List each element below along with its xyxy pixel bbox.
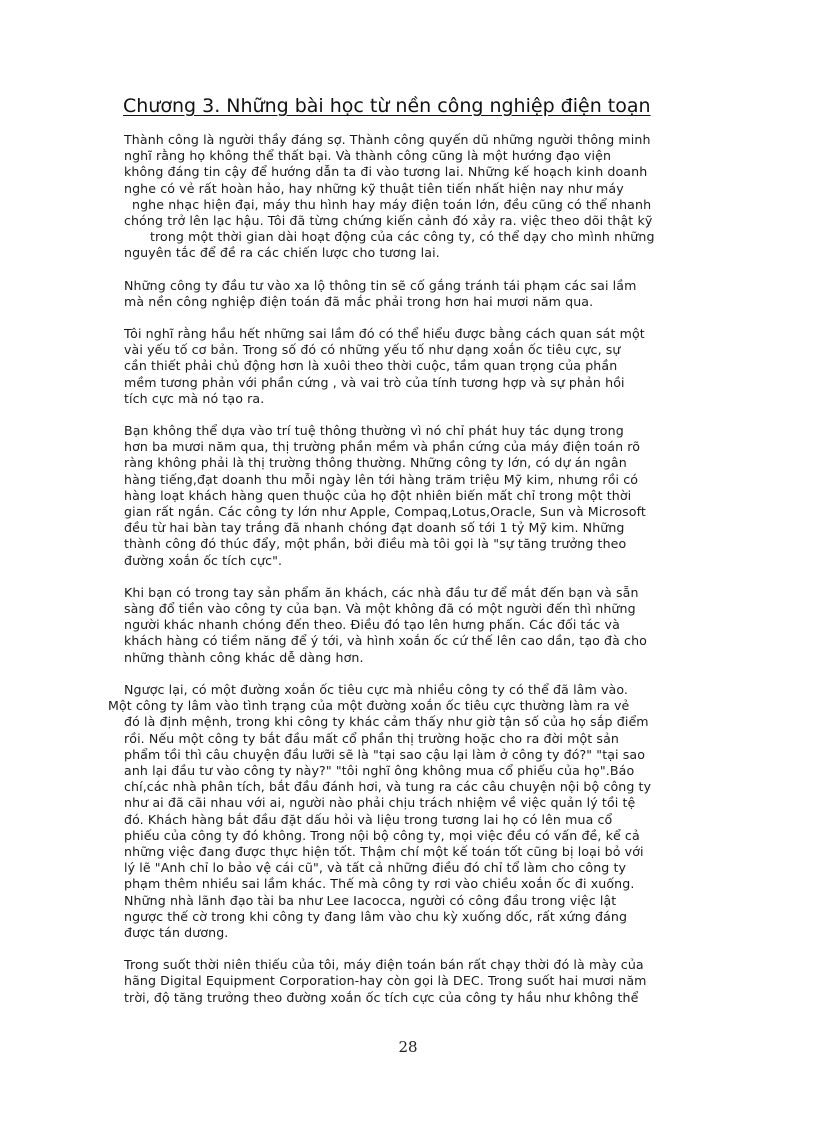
paragraph [106,326,706,407]
text-line: phiếu của công ty đó không. Trong nội bộ công ty, mọi việc đều có vấn đề, kể cả [124,827,640,843]
text-line: đều từ hai bàn tay trắng đã nhanh chóng đạt doanh số tới 1 tỷ Mỹ kim. Những [124,520,625,536]
text-line: trời, độ tăng trưởng theo đường xoắn ốc tích cực của công ty hầu như không thể [124,989,639,1005]
text-line: chí,các nhà phân tích, bắt đầu đánh hơi, và tung ra các câu chuyện nội bộ công ty [124,779,652,795]
text-line: hãng Digital Equipment Corporation-hay còn gọi là DEC. Trong suốt hai mươi năm [124,973,647,989]
text-line: gian rất ngắn. Các công ty lớn như Apple, Compaq,Lotus,Oracle, Sun và Microsoft [124,504,646,520]
text-line: tích cực mà nó tạo ra. [124,390,265,406]
text-line: lý lẽ "Anh chỉ lo bảo vệ cái cũ", và tất cả những điều đó chỉ tổ làm cho công ty [124,860,627,876]
text-line: không đáng tin cậy để hướng dẫn ta đi vào tương lai. Những kế hoạch kinh doanh [124,164,648,180]
text-line: người khác nhanh chóng đến theo. Điều đó tạo lên hưng phấn. Các đối tác và [124,617,620,633]
text-line: nguyên tắc để đề ra các chiến lược cho tương lai. [124,245,440,261]
text-line: được tán dương. [124,924,229,940]
text-line: Ngược lại, có một đường xoắn ốc tiêu cực mà nhiều công ty có thể đã lâm vào. [124,681,629,697]
text-line: sàng đổ tiền vào công ty của bạn. Và một không đã có một người đến thì những [124,601,636,617]
text-line: mà nền công nghiệp điện toán đã mắc phải trong hơn hai mươi năm qua. [124,293,594,309]
paragraph [106,682,706,941]
text-line: cần thiết phải chủ động hơn là xuôi theo thời cuộc, tầm quan trọng của phần [124,358,618,374]
text-line: phẩm tồi thì câu chuyện đầu lưỡi sẽ là "tại sao cậu lại làm ở công ty đó?" "tại sao [124,746,646,762]
page-number: 28 [398,1038,418,1056]
paragraph [106,423,706,569]
text-line: vài yếu tố cơ bản. Trong số đó có những yếu tố như dạng xoắn ốc tiêu cực, sự [124,342,621,358]
text-line: Bạn không thể dựa vào trí tuệ thông thường vì nó chỉ phát huy tác dụng trong [124,423,624,439]
text-line: rồi. Nếu một công ty bắt đầu mất cổ phần thị trường hoặc cho ra đời một sản [124,730,619,746]
body-text [106,132,706,1022]
text-line: thành công đó thúc đẩy, một phần, bởi điều mà tôi gọi là "sự tăng trưởng theo [124,536,627,552]
text-line: Tôi nghĩ rằng hầu hết những sai lầm đó có thể hiểu được bằng cách quan sát một [124,326,645,342]
text-line: hơn ba mươi năm qua, thị trường phần mềm và phần cứng của máy điện toán rõ [124,439,641,455]
paragraph [106,585,706,666]
text-line: Trong suốt thời niên thiếu của tôi, máy điện toán bán rất chạy thời đó là mày của [124,957,644,973]
text-line: nghĩ rằng họ không thể thất bại. Và thành công cũng là một hướng đạo viện [124,148,612,164]
text-line: anh lại đầu tư vào công ty này?" "tôi nghĩ ông không mua cổ phiếu của họ".Báo [124,762,635,778]
text-line: nghe nhạc hiện đại, máy thu hình hay máy điện toán lớn, đều cũng có thể nhanh [132,196,652,212]
text-line: hàng loạt khách hàng quen thuộc của họ đột nhiên biến mất chỉ trong một thời [124,487,632,503]
text-line: trong một thời gian dài hoạt động của các công ty, có thể dạy cho mình những [150,229,655,245]
paragraph [106,957,706,1006]
text-line: ngược thế cờ trong khi công ty đang lâm vào chu kỳ xuống dốc, rất xứng đáng [124,908,628,924]
text-line: mềm tương phản với phần cứng , và vai trò của tính tương hợp và sự phản hồi [124,374,625,390]
text-line: đó là định mệnh, trong khi công ty khác cảm thấy như giờ tận số của họ sắp điểm [124,714,649,730]
text-line: hàng tiếng,đạt doanh thu mỗi ngày lên tới hàng trăm triệu Mỹ kim, nhưng rồi có [124,471,639,487]
text-line: Những nhà lãnh đạo tài ba như Lee Iacocca, người có công đầu trong việc lật [124,892,617,908]
text-line: Khi bạn có trong tay sản phẩm ăn khách, các nhà đầu tư để mắt đến bạn và sẵn [124,584,639,600]
text-line: ràng không phải là thị trường thông thường. Những công ty lớn, có dự án ngân [124,455,627,471]
text-line: nghe có vẻ rất hoàn hảo, hay những kỹ thuật tiên tiến nhất hiện nay như máy [124,180,624,196]
text-line: Những công ty đầu tư vào xa lộ thông tin sẽ cố gắng tránh tái phạm các sai lầm [124,277,637,293]
text-line: đó. Khách hàng bắt đầu đặt dấu hỏi và liệu trong tương lai họ có lên mua cổ [124,811,613,827]
text-line: chóng trở lên lạc hậu. Tôi đã từng chứng kiến cảnh đó xảy ra. việc theo dõi thật kỹ [124,213,653,229]
text-line: phạm thêm nhiều sai lầm khác. Thế mà công ty rơi vào chiều xoắn ốc đi xuống. [124,876,635,892]
text-line: những thành công khác dễ dàng hơn. [124,649,364,665]
page-title: Chương 3. Những bài học từ nền công nghiệp điện toạn [123,95,651,117]
text-line: như ai đã cãi nhau với ai, người nào phải chịu trách nhiệm về việc quản lý tồi tệ [124,795,636,811]
paragraph [106,132,706,262]
text-line: Thành công là người thầy đáng sợ. Thành công quyến dũ những người thông minh [124,132,651,147]
text-line: những việc đang được thực hiện tốt. Thậm chí một kế toán tốt cũng bị loại bỏ với [124,843,644,859]
paragraph [106,278,706,310]
text-line: Một công ty lâm vào tình trạng của một đường xoắn ốc tiêu cực thường làm ra vẻ [108,698,630,714]
text-line: đường xoắn ốc tích cực". [124,552,283,568]
text-line: khách hàng có tiềm năng để ý tới, và hình xoắn ốc cứ thế lên cao dần, tạo đà cho [124,633,647,649]
